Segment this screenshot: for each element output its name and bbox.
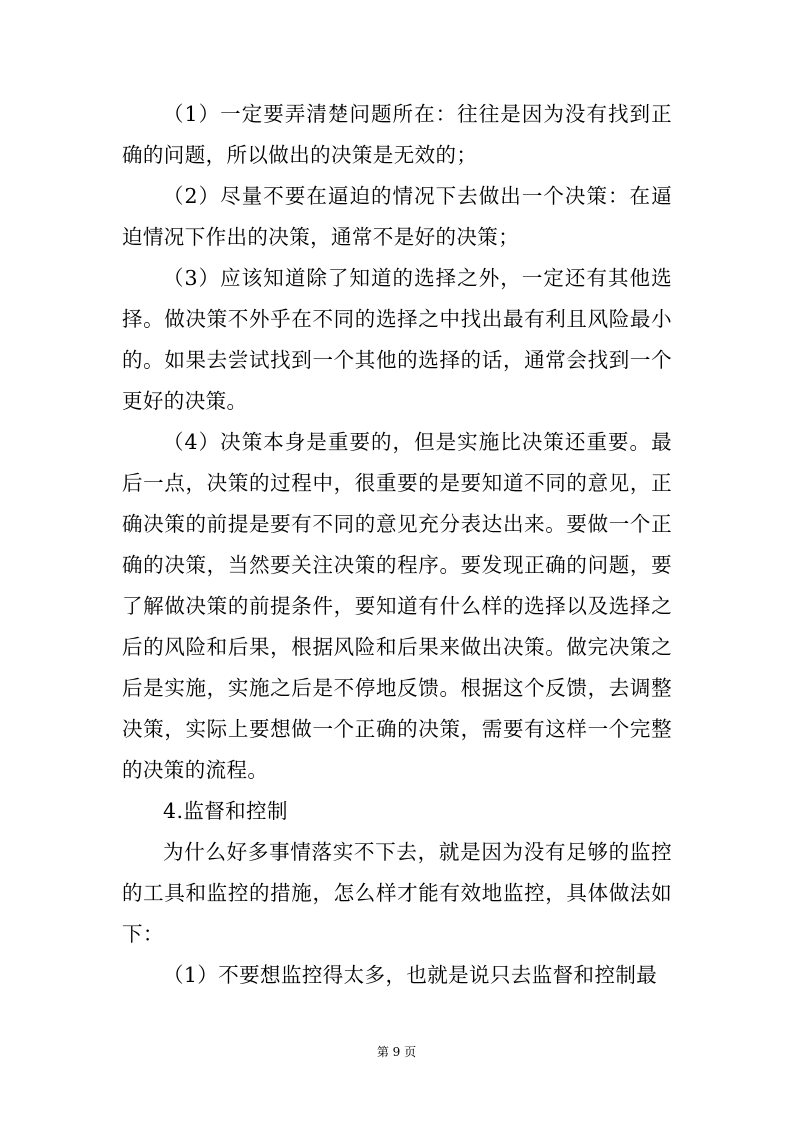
section-heading-monitoring: 4.监督和控制 xyxy=(163,799,288,823)
paragraph-monitoring-intro: 为什么好多事情落实不下去，就是因为没有足够的监控的工具和监控的措施，怎么样才能有效地监控，具体做法如下： xyxy=(122,840,672,946)
paragraph-decision-point-2: （2）尽量不要在逼迫的情况下去做出一个决策：在逼迫情况下作出的决策，通常不是好的决策； xyxy=(122,184,672,249)
page-number: 第 9 页 xyxy=(376,1045,417,1059)
paragraph-decision-point-4: （4）决策本身是重要的，但是实施比决策还重要。最后一点，决策的过程中，很重要的是要知道不同的意见，正确决策的前提是要有不同的意见充分表达出来。要做一个正确的决策，当然要关注决策的程序。要发现正确的问题，要了解做决策的前提条件，要知道有什么样的选择以及选择之后的风险和后果，根据风险和后果来做出决策。做完决策之后是实施，实施之后是不停地反馈。根据这个反馈，去调整决策，实际上要想做一个正确的决策，需要有这样一个完整的决策的流程。 xyxy=(122,430,672,782)
paragraph-decision-point-3: （3）应该知道除了知道的选择之外，一定还有其他选择。做决策不外乎在不同的选择之中找出最有利且风险最小的。如果去尝试找到一个其他的选择的话，通常会找到一个更好的决策。 xyxy=(122,266,672,413)
paragraph-decision-point-1: （1）一定要弄清楚问题所在：往往是因为没有找到正确的问题，所以做出的决策是无效的； xyxy=(122,102,672,167)
paragraph-monitoring-point-1: （1）不要想监控得太多，也就是说只去监督和控制最 xyxy=(163,963,658,987)
document-body xyxy=(122,94,672,996)
